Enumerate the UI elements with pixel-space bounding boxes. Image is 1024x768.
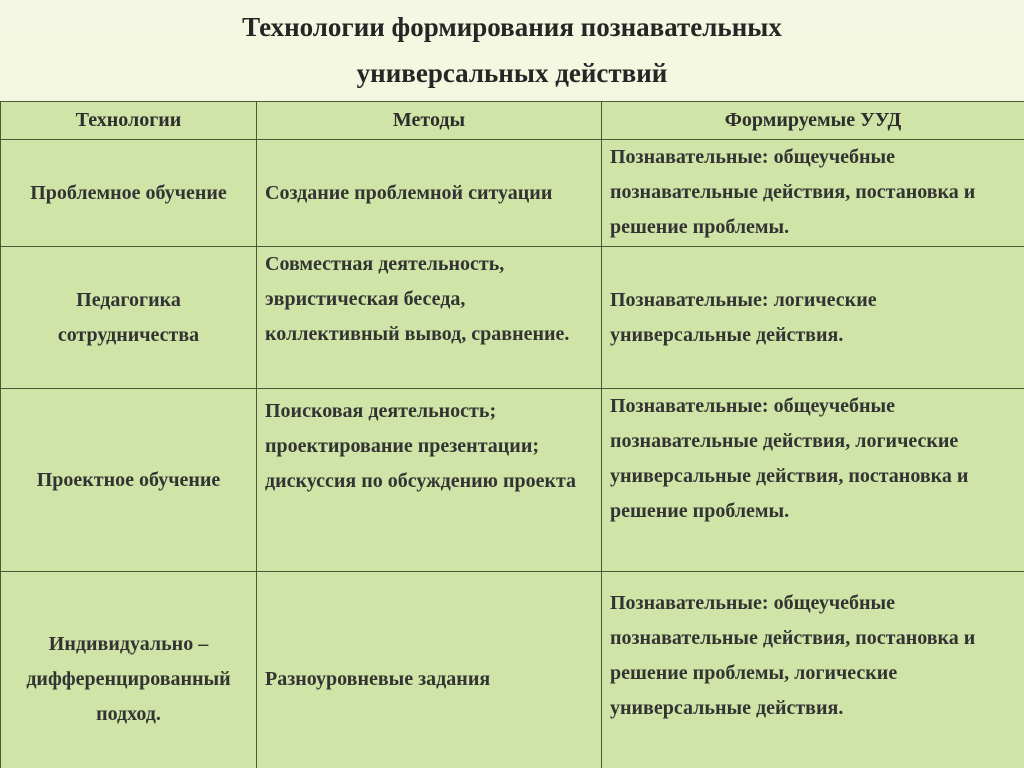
table-row [1,140,1024,247]
technology-cell: Педагогика сотрудничества [1,247,257,389]
methods-cell: Поисковая деятельность; проектирование презентации; дискуссия по обсуждению проекта [257,389,602,572]
page-title-line-1: Технологии формирования познавательных [242,12,782,42]
uud-cell: Познавательные: общеучебные познавательные действия, постановка и решение проблемы. [602,140,1024,247]
technology-cell: Индивидуально – дифференцированный подход. [1,572,257,768]
technologies-table [0,101,1024,768]
technology-cell: Проектное обучение [1,389,257,572]
table-row [1,572,1024,768]
uud-cell: Познавательные: логические универсальные действия. [602,247,1024,389]
methods-cell: Разноуровневые задания [257,572,602,768]
column-header-methods: Методы [257,102,602,140]
methods-cell: Создание проблемной ситуации [257,140,602,247]
column-header-technologies: Технологии [1,102,257,140]
page-title [0,0,1024,100]
technology-cell: Проблемное обучение [1,140,257,247]
column-header-uud: Формируемые УУД [602,102,1024,140]
page-title-line-2: универсальных действий [356,58,668,88]
uud-cell: Познавательные: общеучебные познавательные действия, постановка и решение проблемы, логические универсальные действия. [602,572,1024,768]
uud-cell: Познавательные: общеучебные познавательные действия, логические универсальные действия, постановка и решение проблемы. [602,389,1024,572]
methods-cell: Совместная деятельность, эвристическая беседа, коллективный вывод, сравнение. [257,247,602,389]
table-row [1,247,1024,389]
table-header-row [1,102,1024,140]
table-row [1,389,1024,572]
